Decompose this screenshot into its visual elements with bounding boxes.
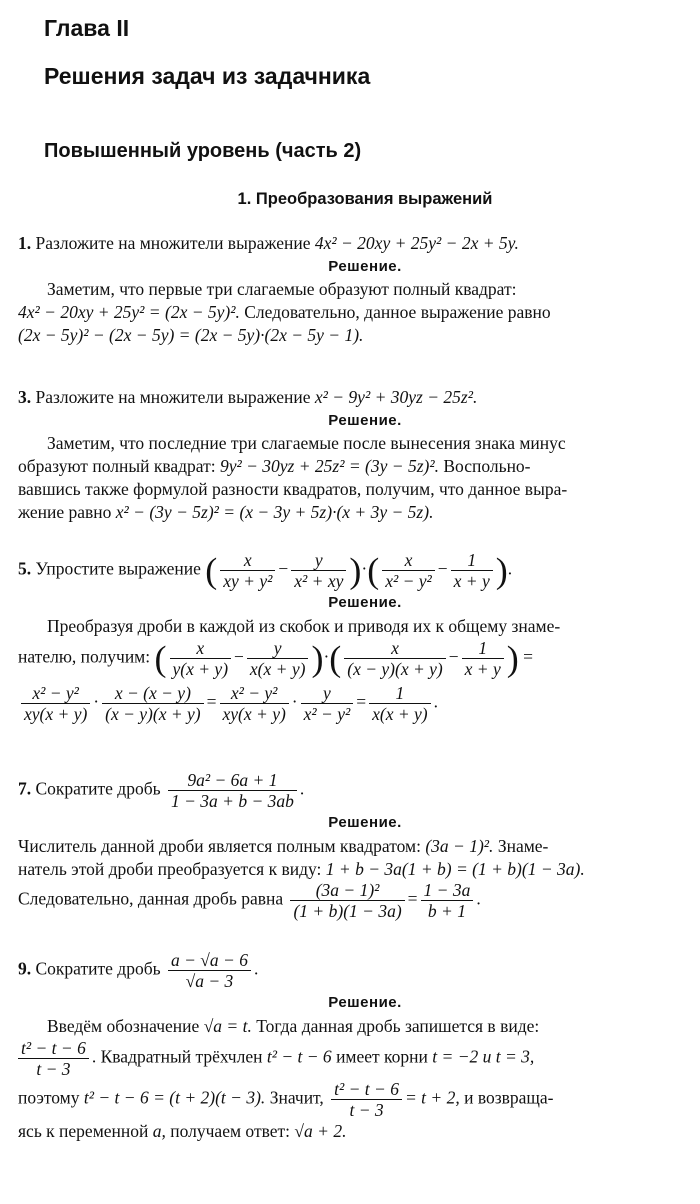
numerator: y (314, 550, 323, 570)
paren-close: ) (349, 550, 362, 591)
fraction (451, 550, 493, 591)
solution-line (18, 1120, 682, 1143)
fraction (168, 950, 251, 991)
numerator: x (404, 550, 413, 570)
statement-text: Сократите дробь (35, 778, 161, 799)
math-expression: √a + 2. (294, 1121, 347, 1141)
statement-text: Сократите дробь (35, 958, 161, 979)
math-expression: = t + 2, (404, 1087, 460, 1108)
solution-line: Следовательно, данная дробь равна $\frac{\text{(3a − 1)²}}{(1 + b)(1 - 3a)}$ = $\frac{1 - 3a}{b + 1}$ . (18, 880, 481, 922)
solution-line (18, 501, 682, 524)
fraction (291, 550, 346, 591)
solution-text: образуют полный квадрат: (18, 456, 216, 476)
denominator: x² + xy (291, 570, 346, 591)
paren-open: ( (329, 638, 342, 679)
solution-line (18, 835, 682, 858)
problem-9-statement: 9. Сократите дробь $\frac{a - √a - 6}{√a - 3}$ . (18, 950, 259, 992)
problem-number: 1. (18, 233, 32, 253)
solution-line: Заметим, что первые три слагаемые образуют полный квадрат: (47, 279, 517, 300)
fraction (382, 550, 435, 591)
problem-number: 3. (18, 387, 32, 407)
solution-label: Решение. (328, 257, 402, 275)
denominator: x(x + y) (247, 658, 309, 679)
numerator: y (273, 637, 282, 658)
numerator: x² − y² (32, 682, 79, 703)
paren-close: ) (495, 550, 508, 591)
math-variable: a, (152, 1121, 166, 1141)
section-heading: 1. Преобразования выражений (237, 190, 493, 208)
fraction (290, 880, 404, 921)
problem-5 (18, 550, 682, 724)
math-expression: t = −2 и t = 3, (432, 1046, 535, 1067)
fraction (421, 880, 474, 921)
solution-text: Знаме- (497, 835, 549, 856)
solution-line: Заметим, что последние три слагаемые после вынесения знака минус (47, 433, 566, 454)
numerator: 1 − 3a (423, 880, 471, 901)
fraction (344, 638, 446, 679)
denominator: xy + y² (220, 570, 275, 591)
denominator: x² − y² (382, 570, 435, 591)
solution-label: Решение. (328, 814, 402, 832)
solution-line (18, 1015, 682, 1038)
paren-close: ) (506, 638, 519, 679)
denominator: b + 1 (421, 900, 474, 921)
numerator: t² − t − 6 (334, 1078, 399, 1099)
solution-text: нателю, получим: (18, 646, 151, 667)
paren-open: ( (205, 550, 218, 591)
statement-text: Разложите на множители выражение (35, 387, 311, 407)
numerator: 9a² − 6a + 1 (187, 770, 278, 790)
solution-text: Значит, (269, 1087, 324, 1108)
problem-3 (18, 386, 682, 523)
fraction (220, 683, 289, 724)
fraction (168, 770, 297, 811)
math-expression: x² − 9y² + 30yz − 25z². (314, 387, 478, 407)
level-heading: Повышенный уровень (часть 2) (44, 140, 362, 162)
fraction (247, 638, 309, 679)
denominator: y(x + y) (170, 658, 232, 679)
numerator: x − (x − y) (114, 682, 191, 703)
numerator: x² − y² (230, 682, 278, 703)
denominator: (x − y)(x + y) (102, 703, 204, 724)
solution-text: Воспольно- (443, 456, 531, 476)
solution-line (18, 301, 682, 324)
solution-line (18, 324, 682, 347)
solution-line (18, 1079, 682, 1120)
solution-line (18, 455, 682, 478)
solution-text: Числитель данной дроби является полным квадратом: (18, 835, 421, 856)
numerator: (3a − 1)² (315, 880, 380, 901)
denominator: √a − 3 (168, 970, 251, 991)
statement-text: Упростите выражение (35, 558, 201, 579)
fraction (21, 683, 90, 724)
problem-3-statement (18, 386, 682, 409)
solution-line (18, 858, 682, 881)
problem-7-statement: 7. Сократите дробь $\frac{\text{9a² − 6a + 1}}{1 - 3a + b - 3ab}$ . (18, 770, 305, 812)
numerator: t² − t − 6 (21, 1037, 86, 1058)
fraction (462, 638, 504, 679)
math-expression: 9y² − 30yz + 25z² = (3y − 5z)². (219, 456, 439, 476)
denominator: t − 3 (331, 1099, 402, 1120)
solution-label: Решение. (328, 411, 402, 429)
denominator: x + y (462, 658, 504, 679)
numerator: x (391, 637, 399, 658)
numerator: y (323, 682, 331, 703)
solution-text: натель этой дроби преобразуется к виду: (18, 858, 322, 879)
problem-number: 9. (18, 958, 32, 979)
fraction (331, 1079, 402, 1120)
solution-text: ясь к переменной (18, 1121, 149, 1141)
chapter-title: Глава II (44, 15, 130, 41)
solution-text: поэтому (18, 1087, 80, 1108)
solution-text: имеет корни (336, 1046, 428, 1067)
statement-text: Разложите на множители выражение (35, 233, 311, 253)
denominator: xy(x + y) (220, 703, 289, 724)
denominator: x(x + y) (369, 703, 431, 724)
fraction (170, 638, 232, 679)
paren-close: ) (311, 638, 324, 679)
numerator: x (196, 637, 205, 658)
denominator: (x − y)(x + y) (344, 658, 446, 679)
solution-text: жение равно (18, 501, 112, 522)
solution-label: Решение. (328, 594, 402, 612)
problem-number: 7. (18, 778, 32, 799)
math-expression: x² − (3y − 5z)² = (x − 3y + 5z)·(x + 3y − 5z). (115, 501, 434, 522)
math-expression: (2x − 5y)² − (2x − 5y) = (2x − 5y)·(2x − 5y − 1). (18, 324, 364, 345)
denominator: (1 + b)(1 − 3a) (290, 900, 404, 921)
solution-line: вавшись также формулой разности квадратов, получим, что данное выра- (18, 478, 568, 499)
solution-text: получаем ответ: (170, 1121, 291, 1141)
math-expression: 4x² − 20xy + 25y² = (2x − 5y)². (18, 302, 240, 322)
math-expression: (3a − 1)². (425, 835, 494, 856)
numerator: 1 (395, 682, 405, 703)
denominator: t − 3 (18, 1058, 89, 1079)
math-expression: 4x² − 20xy + 25y² − 2x + 5y. (314, 233, 519, 253)
fraction (18, 1038, 89, 1079)
solution-label: Решение. (328, 994, 402, 1012)
denominator: x² − y² (301, 703, 354, 724)
solution-text: и возвраща- (464, 1087, 554, 1108)
denominator: xy(x + y) (21, 703, 90, 724)
problem-1 (18, 232, 682, 347)
fraction (369, 683, 431, 724)
fraction (102, 683, 204, 724)
denominator: 1 − 3a + b − 3ab (168, 790, 297, 811)
solution-line: нателю, получим: ( $\frac{x}{y(x + y)}$ − $\frac{y}{x(x + y)}$ )·( $\frac{x}{(x - y)(x + y)}$ − $\frac{1}{x + y}$ ) = (18, 637, 533, 679)
numerator: 1 (467, 550, 477, 570)
numerator: a − √a − 6 (170, 950, 248, 970)
solution-line: $\frac{\text{x² − y²}}{xy(x + y)}$ · $\frac{x - (x - y)}{(x - y)(x + y)}$ = $\frac{\text{x² − y²}}{xy(x + y)}$ · $\frac{y}{\text{x² − y²}}$ = $\frac{1}{x(x + y)}$ . (18, 683, 682, 724)
problem-1-statement (18, 232, 682, 255)
math-expression: √a = t. (203, 1015, 252, 1036)
math-expression: t² − t − 6 (266, 1046, 332, 1067)
math-expression: 1 + b − 3a(1 + b) = (1 + b)(1 − 3a). (325, 858, 585, 879)
denominator: x + y (451, 570, 493, 591)
paren-open: ( (367, 550, 380, 591)
chapter-subtitle: Решения задач из задачника (44, 63, 371, 89)
solution-line: Преобразуя дроби в каждой из скобок и приводя их к общему знаме- (47, 615, 561, 636)
paren-open: ( (154, 638, 167, 679)
fraction (301, 683, 354, 724)
math-expression: t² − t − 6 = (t + 2)(t − 3). (83, 1087, 266, 1108)
problem-5-statement: 5. Упростите выражение ( $\frac{x}{\text{xy + y²}}$ − $\frac{y}{\text{x² + xy}}$ )·( $\frac{x}{\text{x² − y²}}$ − $\frac{1}{x + y}$ ). (18, 550, 513, 592)
fraction (220, 550, 275, 591)
numerator: x (243, 550, 252, 570)
solution-text: Следовательно, данное выражение равно (244, 302, 551, 322)
problem-number: 5. (18, 558, 32, 579)
solution-text: Следовательно, данная дробь равна (18, 888, 284, 909)
solution-text: Введём обозначение (47, 1015, 200, 1036)
solution-text: Тогда данная дробь запишется в виде: (256, 1015, 540, 1036)
problem-9 (18, 950, 682, 1143)
numerator: 1 (478, 637, 488, 658)
solution-text: . Квадратный трёхчлен (91, 1046, 263, 1067)
problem-7 (18, 770, 682, 922)
solution-line (18, 1038, 682, 1079)
